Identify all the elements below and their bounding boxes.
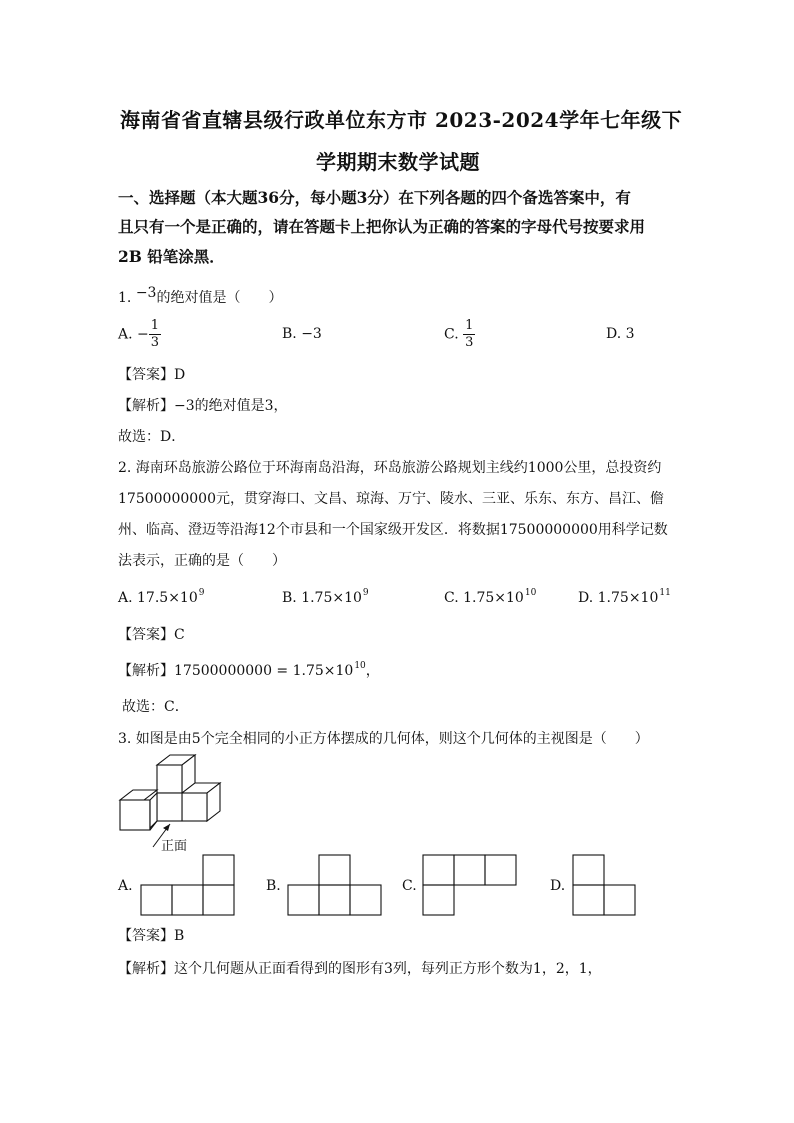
q1-option-c (444, 318, 475, 351)
q1-option-a (118, 318, 161, 351)
document-title-line1: 海南省省直辖县级行政单位东方市 2023-2024学年七年级下 (120, 108, 683, 132)
q3-d-square-2 (573, 885, 604, 915)
q1-text: 的绝对值是（ ） (156, 290, 283, 306)
q2-analysis-expr: 17500000000 = 1.75×10 (174, 663, 354, 679)
q3-c-square-1 (423, 855, 454, 885)
section-heading-line3: 2B 铅笔涂黑． (118, 247, 225, 266)
q3-option-b-label: B. (266, 878, 281, 894)
q1-answer: 【答案】D (118, 367, 186, 383)
q3-stem: 3. 如图是由5个完全相同的小正方体摆成的几何体，则这个几何体的主视图是（ ） (118, 731, 649, 747)
q1-option-d-label: D. (606, 326, 622, 342)
q2-option-b-exponent: 9 (362, 588, 369, 598)
q1-option-c-label: C. (444, 326, 459, 343)
q2-analysis-exponent: 10 (354, 661, 366, 671)
q2-stem-line3: 州、临高、澄迈等沿海12个市县和一个国家级开发区．将数据17500000000用科学记数 (118, 522, 668, 538)
document-title-line2: 学期期末数学试题 (316, 150, 480, 174)
q2-answer: 【答案】C (118, 627, 185, 643)
q1-option-c-fraction (463, 318, 475, 351)
q2-conclusion: 故选：C． (122, 699, 189, 715)
q3-option-d-label: D. (550, 878, 566, 894)
q1-option-d (606, 326, 635, 342)
q3-option-a-figure (139, 854, 237, 917)
q1-option-a-label: A. (118, 326, 133, 343)
q1-option-b-label: B. (282, 326, 297, 342)
q2-analysis-prefix: 【解析】 (118, 663, 174, 679)
q3-option-d-figure (571, 854, 637, 917)
q3-a-square-3 (203, 885, 234, 915)
q2-option-c-base: 1.75×10 (463, 590, 524, 606)
q2-option-a-base: 17.5×10 (137, 590, 198, 606)
top-cube-front-face (157, 765, 182, 793)
q2-stem-line1: 2. 海南环岛旅游公路位于环海南岛沿海，环岛旅游公路规划主线约1000公里，总投资约 (118, 460, 662, 476)
q1-option-b (282, 326, 322, 342)
q2-option-a-exponent: 9 (198, 588, 205, 598)
q1-option-a-sign: − (137, 326, 149, 343)
q3-b-square-2 (319, 885, 350, 915)
q3-option-b-figure (286, 854, 384, 917)
q3-b-square-3 (350, 885, 381, 915)
q3-c-square-3 (485, 855, 516, 885)
q2-option-c (444, 588, 536, 606)
q3-analysis: 【解析】这个几何题从正面看得到的图形有3列，每列正方形个数为1，2，1， (118, 961, 602, 977)
front-view-label: 正面 (161, 839, 188, 854)
q2-option-d-exponent: 11 (659, 588, 671, 598)
q3-a-square-4 (203, 855, 234, 885)
q1-expr: −3 (135, 285, 157, 301)
q1-analysis: 【解析】−3的绝对值是3， (118, 398, 288, 414)
q3-b-square-1 (288, 885, 319, 915)
q2-option-a (118, 588, 204, 606)
right-cube-front-face (182, 793, 207, 821)
q3-option-c-figure (421, 854, 519, 917)
q1-option-a-fraction (149, 318, 161, 351)
q1-option-a-denominator: 3 (150, 335, 160, 350)
q2-analysis (118, 660, 380, 680)
q1-number: 1. (118, 290, 132, 306)
q2-stem-line2: 17500000000元，贯穿海口、文昌、琼海、万宁、陵水、三亚、乐东、东方、昌江、儋 (118, 491, 664, 507)
q1-option-b-value: −3 (301, 326, 322, 342)
q2-option-b-base: 1.75×10 (301, 590, 362, 606)
q3-c-square-4 (423, 885, 454, 915)
section-heading-line2: 且只有一个是正确的，请在答题卡上把你认为正确的答案的字母代号按要求用 (118, 217, 646, 236)
q2-analysis-suffix: ， (365, 663, 380, 679)
q3-option-c-label: C. (402, 878, 417, 894)
q1-option-c-denominator: 3 (465, 335, 474, 350)
q3-b-square-4 (319, 855, 350, 885)
front-arrow-head (163, 824, 170, 831)
q3-answer: 【答案】B (118, 928, 185, 944)
q2-option-c-label: C. (444, 590, 459, 606)
q1-option-c-numerator: 1 (465, 318, 474, 333)
q2-option-d (578, 588, 671, 606)
q3-d-square-1 (573, 855, 604, 885)
q2-option-c-exponent: 10 (524, 588, 537, 598)
middle-cube-front-face (157, 793, 182, 821)
q2-option-b (282, 588, 369, 606)
q1-option-d-value: 3 (625, 326, 635, 342)
q1-conclusion: 故选：D． (118, 429, 186, 445)
q3-d-square-3 (604, 885, 635, 915)
q2-option-d-label: D. (578, 590, 594, 606)
q2-option-d-base: 1.75×10 (597, 590, 659, 606)
q1-stem (118, 287, 282, 307)
q3-option-a-label: A. (118, 878, 133, 894)
section-heading-line1: 一、选择题（本大题36分，每小题3分）在下列各题的四个备选答案中，有 (118, 188, 631, 207)
q2-option-b-label: B. (282, 590, 297, 606)
q1-option-a-numerator: 1 (150, 318, 160, 333)
q2-option-a-label: A. (118, 590, 133, 606)
q3-a-square-1 (141, 885, 172, 915)
q3-c-square-2 (454, 855, 485, 885)
left-cube-front-face (120, 800, 150, 830)
q3-a-square-2 (172, 885, 203, 915)
q2-stem-line4: 法表示，正确的是（ ） (118, 553, 286, 569)
